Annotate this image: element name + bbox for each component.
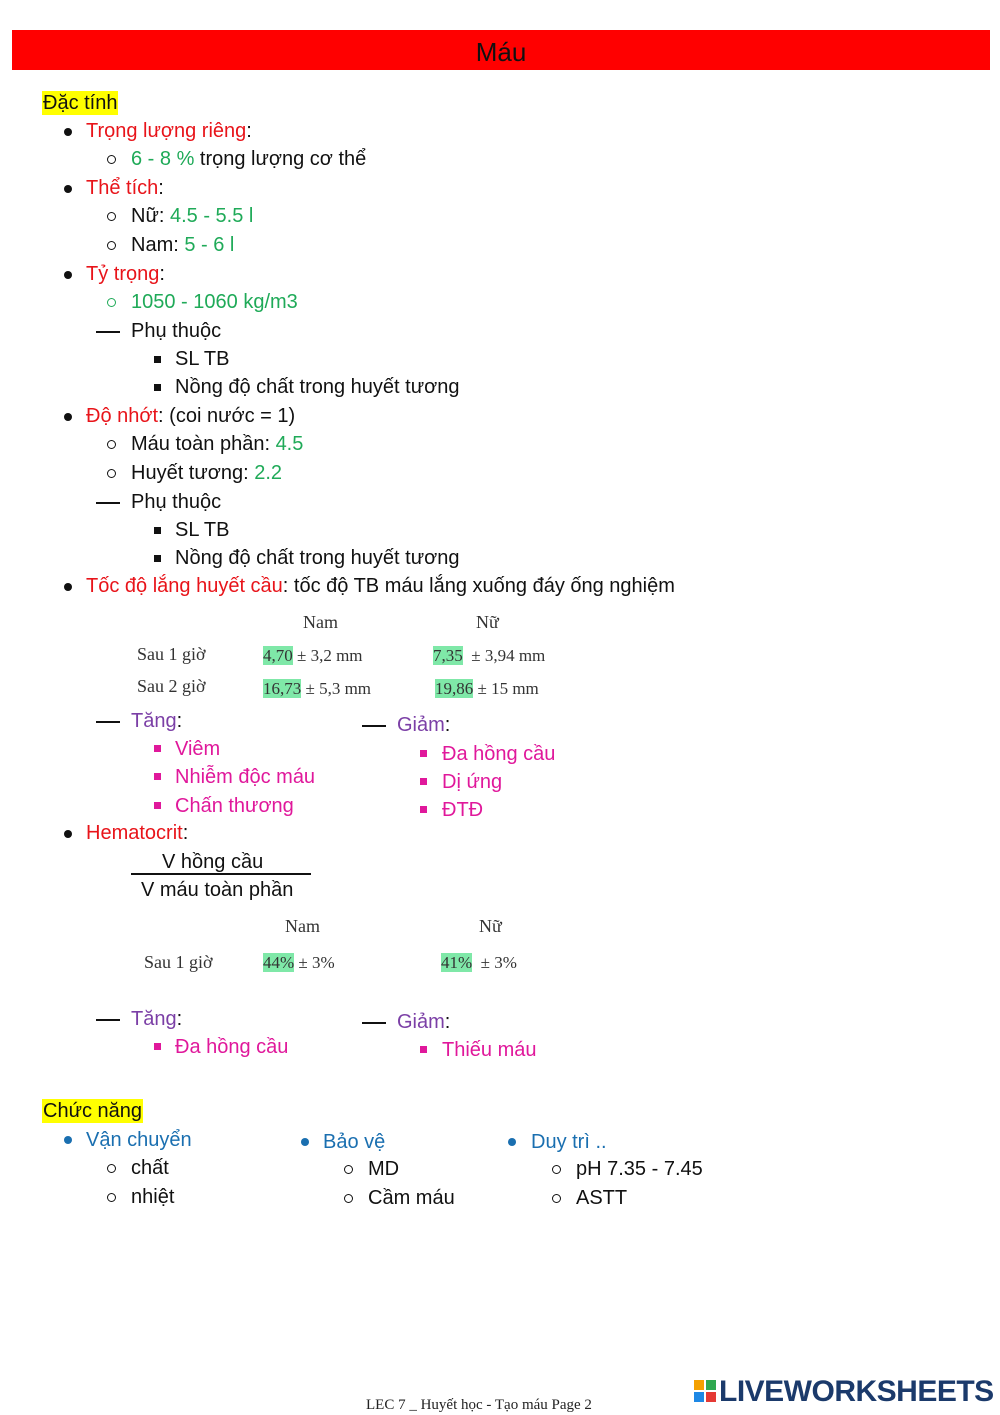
esr-tang-item-1: Viêm xyxy=(175,738,221,760)
function-3-item-2: ASTT xyxy=(576,1187,628,1209)
bullet-icon xyxy=(64,830,72,838)
hct-nam-sd: ± 3% xyxy=(294,953,335,972)
square-bullet-icon xyxy=(154,384,161,391)
bullet-icon xyxy=(64,185,72,193)
square-bullet-icon xyxy=(154,802,161,809)
esr-row-1-nam-sd: ± 3,2 mm xyxy=(292,646,363,665)
hct-nam xyxy=(263,954,335,971)
do-nhot-ht-line xyxy=(131,463,282,483)
esr-tang-item-3: Chấn thương xyxy=(175,795,294,817)
dash-icon xyxy=(96,1019,120,1021)
esr-giam-item-2: Dị ứng xyxy=(442,771,503,793)
hct-tang-item-1: Đa hồng cầu xyxy=(175,1036,289,1058)
hct-col-nu: Nữ xyxy=(479,916,502,936)
esr-tang-label: Tăng xyxy=(131,710,177,732)
do-nhot-ht-value: 2.2 xyxy=(254,462,283,484)
dash-icon xyxy=(96,502,120,504)
colon: : xyxy=(158,177,164,199)
page-title: Máu xyxy=(475,37,527,67)
square-bullet-icon xyxy=(154,773,161,780)
ty-trong-phu-thuoc: Phụ thuộc xyxy=(131,320,222,342)
section-chuc-nang xyxy=(42,1101,143,1121)
circle-bullet-icon xyxy=(107,440,116,449)
esr-col-nu: Nữ xyxy=(476,612,499,632)
esr-giam-item-3: ĐTĐ xyxy=(442,799,484,821)
dash-icon xyxy=(96,721,120,723)
function-1-item-1: chất xyxy=(131,1157,169,1179)
function-2-item-2: Cầm máu xyxy=(368,1187,455,1209)
bullet-icon xyxy=(301,1138,309,1146)
hct-nu-sd: ± 3% xyxy=(472,953,517,972)
do-nhot-label: Độ nhớt xyxy=(86,405,159,427)
toc-do-item xyxy=(86,576,675,596)
esr-row-2-nam xyxy=(263,680,371,697)
hct-giam-item-1: Thiếu máu xyxy=(442,1039,537,1061)
trong-luong-label: Trọng lượng riêng xyxy=(86,120,247,142)
colon: : xyxy=(159,263,165,285)
trong-luong-text: trọng lượng cơ thể xyxy=(194,148,367,170)
circle-bullet-icon xyxy=(107,298,116,307)
trong-luong-value-line xyxy=(131,149,366,169)
section-chuc-nang-heading: Chức năng xyxy=(43,1100,143,1122)
ty-trong-item-1: SL TB xyxy=(175,348,230,370)
esr-row-1-label: Sau 1 giờ xyxy=(137,644,206,664)
ty-trong-item-2: Nồng độ chất trong huyết tương xyxy=(175,376,460,398)
the-tich-nu-value: 4.5 - 5.5 l xyxy=(169,205,254,227)
do-nhot-rest: : (coi nước = 1) xyxy=(158,405,296,427)
hct-col-nam: Nam xyxy=(285,916,320,936)
section-dac-tinh xyxy=(42,93,118,113)
the-tich-nam-line xyxy=(131,235,234,255)
do-nhot-mau-label: Máu toàn phần: xyxy=(131,433,276,455)
do-nhot-item-1: SL TB xyxy=(175,519,230,541)
colon: : xyxy=(182,822,189,844)
dash-icon xyxy=(362,725,386,727)
esr-row-1-nam xyxy=(263,647,363,664)
bullet-icon xyxy=(64,1136,72,1144)
the-tich-item xyxy=(86,178,164,198)
square-bullet-icon xyxy=(420,1046,427,1053)
esr-row-2-nam-sd: ± 5,3 mm xyxy=(301,679,372,698)
ty-trong-value: 1050 - 1060 kg/m3 xyxy=(131,291,298,313)
ty-trong-label: Tỷ trọng xyxy=(86,263,160,285)
the-tich-nam-label: Nam: xyxy=(131,234,185,256)
circle-bullet-icon xyxy=(107,155,116,164)
the-tich-nu-label: Nữ: xyxy=(131,205,170,227)
esr-col-nam: Nam xyxy=(303,612,338,632)
esr-row-2-label: Sau 2 giờ xyxy=(137,676,206,696)
page-footer: LEC 7 _ Huyết học - Tạo máu Page 2 xyxy=(366,1397,592,1413)
square-bullet-icon xyxy=(420,778,427,785)
hematocrit-denominator: V máu toàn phần xyxy=(141,879,294,901)
circle-bullet-icon xyxy=(344,1194,353,1203)
trong-luong-item xyxy=(86,121,252,141)
esr-row-2-nu xyxy=(435,680,539,697)
toc-do-label: Tốc độ lắng huyết cầu xyxy=(86,575,283,597)
the-tich-nu-line xyxy=(131,206,253,226)
square-bullet-icon xyxy=(154,1043,161,1050)
function-1-label: Vận chuyển xyxy=(86,1129,192,1151)
function-2-label: Bảo vệ xyxy=(323,1131,386,1153)
hct-nu xyxy=(441,954,517,971)
bullet-icon xyxy=(64,128,72,136)
esr-row-2-nu-sd: ± 15 mm xyxy=(473,679,539,698)
title-bar xyxy=(12,30,990,70)
do-nhot-item xyxy=(86,406,295,426)
liveworksheets-watermark[interactable]: LIVEWORKSHEETS xyxy=(719,1375,994,1408)
trong-luong-value: 6 - 8 % xyxy=(131,148,195,170)
circle-bullet-icon xyxy=(107,1164,116,1173)
function-2-item-1: MD xyxy=(368,1158,400,1180)
colon: : xyxy=(246,120,252,142)
bullet-icon xyxy=(64,583,72,591)
bullet-icon xyxy=(508,1138,516,1146)
do-nhot-mau-line xyxy=(131,434,303,454)
hct-nam-value: 44% xyxy=(263,953,295,972)
hematocrit-label: Hematocrit xyxy=(86,822,183,844)
esr-giam-heading: Giảm: xyxy=(397,714,451,736)
bullet-icon xyxy=(64,413,72,421)
circle-bullet-icon xyxy=(107,469,116,478)
esr-tang-item-2: Nhiễm độc máu xyxy=(175,766,316,788)
do-nhot-phu-thuoc: Phụ thuộc xyxy=(131,491,222,513)
square-bullet-icon xyxy=(420,806,427,813)
circle-bullet-icon xyxy=(344,1165,353,1174)
square-bullet-icon xyxy=(154,527,161,534)
dash-icon xyxy=(96,331,120,333)
esr-row-2-nu-value: 19,86 xyxy=(435,679,474,698)
esr-row-1-nu xyxy=(433,647,545,664)
circle-bullet-icon xyxy=(552,1165,561,1174)
hct-tang-label: Tăng xyxy=(131,1008,177,1030)
circle-bullet-icon xyxy=(552,1194,561,1203)
do-nhot-item-2: Nồng độ chất trong huyết tương xyxy=(175,547,460,569)
hct-nu-value: 41% xyxy=(441,953,473,972)
circle-bullet-icon xyxy=(107,212,116,221)
function-3-item-1: pH 7.35 - 7.45 xyxy=(576,1158,703,1180)
esr-row-1-nu-sd: ± 3,94 mm xyxy=(462,646,546,665)
square-bullet-icon xyxy=(154,745,161,752)
fraction-line xyxy=(131,873,311,875)
square-bullet-icon xyxy=(154,356,161,363)
ty-trong-item xyxy=(86,264,165,284)
esr-row-1-nu-value: 7,35 xyxy=(433,646,463,665)
dash-icon xyxy=(362,1022,386,1024)
hct-giam-label: Giảm xyxy=(397,1011,445,1033)
function-3-label: Duy trì .. xyxy=(531,1131,607,1153)
bullet-icon xyxy=(64,271,72,279)
the-tich-label: Thể tích xyxy=(86,177,159,199)
do-nhot-mau-value: 4.5 xyxy=(275,433,304,455)
toc-do-rest: : tốc độ TB máu lắng xuống đáy ống nghiệm xyxy=(282,575,675,597)
esr-row-2-nam-value: 16,73 xyxy=(263,679,302,698)
do-nhot-ht-label: Huyết tương: xyxy=(131,462,255,484)
hct-row-label: Sau 1 giờ xyxy=(144,952,213,972)
esr-row-1-nam-value: 4,70 xyxy=(263,646,293,665)
liveworksheets-logo-icon xyxy=(694,1380,716,1402)
hct-giam-heading: Giảm: xyxy=(397,1011,451,1033)
esr-tang-heading: Tăng: xyxy=(131,710,183,732)
circle-bullet-icon xyxy=(107,241,116,250)
the-tich-nam-value: 5 - 6 l xyxy=(184,234,235,256)
square-bullet-icon xyxy=(154,555,161,562)
esr-giam-item-1: Đa hồng cầu xyxy=(442,743,556,765)
hematocrit-numerator: V hồng cầu xyxy=(162,851,264,873)
esr-giam-label: Giảm xyxy=(397,714,445,736)
function-1-item-2: nhiệt xyxy=(131,1186,175,1208)
square-bullet-icon xyxy=(420,750,427,757)
section-dac-tinh-heading: Đặc tính xyxy=(43,92,118,114)
hematocrit-item xyxy=(86,823,188,843)
circle-bullet-icon xyxy=(107,1193,116,1202)
hct-tang-heading: Tăng: xyxy=(131,1008,183,1030)
